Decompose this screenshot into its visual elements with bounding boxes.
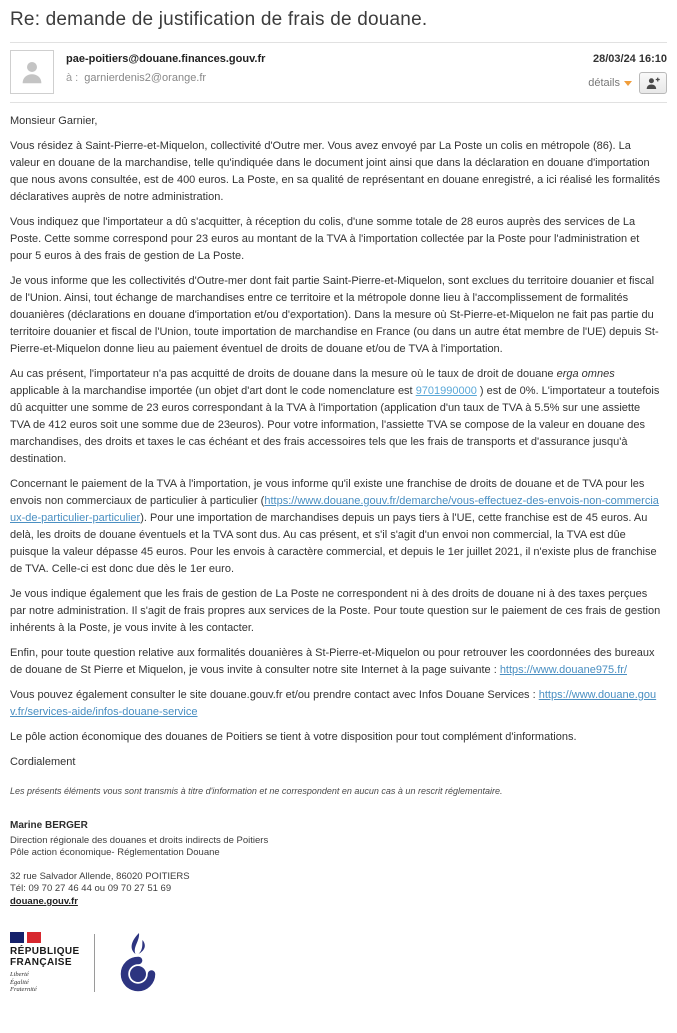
republique-line2: FRANÇAISE bbox=[10, 957, 72, 968]
header-right bbox=[588, 50, 667, 94]
flag-red-block bbox=[27, 932, 41, 943]
recipient-row bbox=[66, 72, 588, 84]
email-link[interactable]: 9701990000 bbox=[415, 385, 477, 397]
republique-francaise-logo bbox=[10, 932, 80, 994]
signature-line: 32 rue Salvador Allende, 86020 POITIERS bbox=[10, 871, 190, 882]
paragraph-text: Vous indiquez que l'importateur a dû s'acquitter, à réception du colis, d'une somme totale de 28 euros auprès des services de La Poste. Cette somme correspond pour 23 euros au montant de la TVA à l'importation collectée par la Poste pour l'administration et pour 5 euros à des frais de gestion de La Poste. bbox=[10, 216, 640, 262]
mail-header bbox=[10, 43, 667, 102]
signature-address bbox=[10, 871, 667, 895]
paragraph-text: Vous pouvez également consulter le site douane.gouv.fr et/ou prendre contact avec Infos Douane Services : bbox=[10, 689, 539, 701]
motto-line: Fraternité bbox=[10, 986, 37, 993]
sender-avatar bbox=[10, 50, 54, 94]
italic-text: erga omnes bbox=[556, 368, 615, 380]
email-paragraph bbox=[10, 476, 662, 578]
paragraph-text: Enfin, pour toute question relative aux formalités douanières à St-Pierre-et-Miquelon ou pour retrouver les coordonnées des bureaux de douane de St Pierre et Miquelon, je vous invite à consulter notre site Internet à la page suivante : bbox=[10, 647, 655, 676]
sender-info bbox=[66, 50, 588, 84]
paragraph-text: Monsieur Garnier, bbox=[10, 115, 98, 127]
footer-logos bbox=[10, 932, 667, 1002]
signature-line: Tél: 09 70 27 46 44 ou 09 70 27 51 69 bbox=[10, 883, 172, 894]
details-row bbox=[588, 72, 667, 94]
email-link[interactable]: https://www.douane975.fr/ bbox=[499, 664, 627, 676]
motto-line: Liberté bbox=[10, 971, 29, 978]
email-paragraph bbox=[10, 214, 662, 265]
paragraph-text: Cordialement bbox=[10, 756, 76, 768]
sender-address: pae-poitiers@douane.finances.gouv.fr bbox=[66, 53, 266, 65]
email-link[interactable]: https://www.douane.gouv.fr/demarche/vous-effectuez-des-envois-non-commerciaux-de-particulier-particulier bbox=[10, 495, 659, 524]
paragraph-text: ) est de 0%. L'importateur a toutefois dû acquitter une somme de 23 euros correspondant à la TVA à l'importation (application d'un taux de TVA à 5.5% sur une assiette TVA de 412 euros soit une somme due de 23euros). Pour votre information, l'assiette TVA se compose de la valeur en douane des marchandises, des droits et taxes le cas échéant et des frais accessoires tels que les frais de transports et d'assurance jusqu'à destination. bbox=[10, 385, 660, 465]
chevron-down-icon bbox=[624, 81, 632, 86]
email-view bbox=[0, 9, 677, 1002]
add-contact-button[interactable] bbox=[639, 72, 667, 94]
paragraph-text: ). Pour une importation de marchandises depuis un pays tiers à l'UE, cette franchise est de 45 euros. Au delà, les droits de douane éventuels et la TVA sont dus. Au cas présent, et s'il s'agit d'un envoi non commercial, la TVA est dûe puisque la valeur dépasse 45 euros. Pour les envois à caractère commercial, et depuis le 1er juillet 2021, il n'existe plus de franchise de TVA. Celle-ci est donc due dès le 1er euro. bbox=[10, 512, 657, 575]
flag-blue-block bbox=[10, 932, 24, 943]
republique-motto bbox=[10, 971, 80, 994]
signature-organisation bbox=[10, 835, 667, 859]
paragraph-text: Concernant le paiement de la TVA à l'importation, je vous informe qu'il existe une franchise de droits de douane et de TVA pour les envois non commerciaux de particulier à particulier ( bbox=[10, 478, 645, 507]
signature-name: Marine BERGER bbox=[10, 820, 88, 831]
legal-disclaimer: Les présents éléments vous sont transmis à titre d'information et ne correspondent en aucun cas à un rescrit réglementaire. bbox=[10, 786, 503, 796]
email-paragraph bbox=[10, 729, 662, 746]
email-body bbox=[10, 103, 662, 771]
republique-wordmark bbox=[10, 946, 80, 968]
person-icon bbox=[17, 57, 47, 87]
email-paragraph bbox=[10, 754, 662, 771]
details-label: détails bbox=[588, 77, 620, 89]
paragraph-text: Je vous indique également que les frais de gestion de La Poste ne correspondent ni à des droits de douane ni à des taxes perçues par notre administration. Il s'agit de frais propres aux services de la Poste. Pour toute question sur le paiement de ces frais de gestion inhérents à la Poste, je vous invite à les contacter. bbox=[10, 588, 661, 634]
to-label: à : bbox=[66, 72, 79, 84]
paragraph-text: applicable à la marchandise importée (un objet d'art dont le code nomenclature est bbox=[10, 385, 416, 397]
republique-line1: RÉPUBLIQUE bbox=[10, 946, 80, 957]
signature-block bbox=[10, 820, 667, 908]
signature-website-link[interactable]: douane.gouv.fr bbox=[10, 896, 78, 907]
email-paragraph bbox=[10, 273, 662, 358]
email-paragraph bbox=[10, 366, 662, 468]
email-link[interactable]: https://www.douane.gouv.fr/services-aide/infos-douane-service bbox=[10, 689, 657, 718]
republique-francaise-flag-icon bbox=[10, 932, 80, 943]
person-plus-icon bbox=[645, 76, 661, 91]
email-subject: Re: demande de justification de frais de douane. bbox=[10, 9, 428, 30]
paragraph-text: Je vous informe que les collectivités d'Outre-mer dont fait partie Saint-Pierre-et-Miquelon, sont exclues du territoire douanier et fiscal de l'Union. Ainsi, tout échange de marchandises entre ce territoire et la métropole donne lieu à l'accomplissement de formalités douanières (déclarations en douane d'importation et/ou d'exportation). Dans la mesure où St-Pierre-et-Miquelon ne fait pas partie du territoire douanier et fiscal de l'Union, toute importation de marchandise en France (ou dans un autre état membre de l'UE) depuis St-Pierre-et-Miquelon donne lieu au paiement éventuel de droits de douane et/ou de TVA à l'importation. bbox=[10, 275, 659, 355]
email-paragraph bbox=[10, 138, 662, 206]
recipient-address: garnierdenis2@orange.fr bbox=[84, 72, 207, 84]
signature-line: Pôle action économique- Réglementation Douane bbox=[10, 847, 220, 858]
details-dropdown[interactable] bbox=[588, 77, 632, 89]
email-paragraph bbox=[10, 586, 662, 637]
signature-line: Direction régionale des douanes et droits indirects de Poitiers bbox=[10, 835, 269, 846]
email-paragraph bbox=[10, 645, 662, 679]
email-paragraph bbox=[10, 687, 662, 721]
logo-divider bbox=[94, 934, 95, 992]
douane-flame-horn-icon bbox=[109, 932, 167, 996]
email-paragraph bbox=[10, 113, 662, 130]
motto-line: Égalité bbox=[10, 978, 29, 986]
paragraph-text: Le pôle action économique des douanes de Poitiers se tient à votre disposition pour tout complément d'informations. bbox=[10, 731, 577, 743]
paragraph-text: Au cas présent, l'importateur n'a pas acquitté de droits de douane dans la mesure où le taux de droit de douane bbox=[10, 368, 557, 380]
paragraph-text: Vous résidez à Saint-Pierre-et-Miquelon, collectivité d'Outre mer. Vous avez envoyé par La Poste un colis en métropole (86). La valeur en douane de la marchandise, telle qu'indiquée dans le document joint ainsi que dans la déclaration en douane d'importation que nous avons consultée, est de 400 euros. La Poste, en sa qualité de représentant en douane enregistré, a ici réalisé les formalités déclaratives auprès de notre administration. bbox=[10, 140, 661, 203]
message-date: 28/03/24 16:10 bbox=[592, 53, 667, 65]
